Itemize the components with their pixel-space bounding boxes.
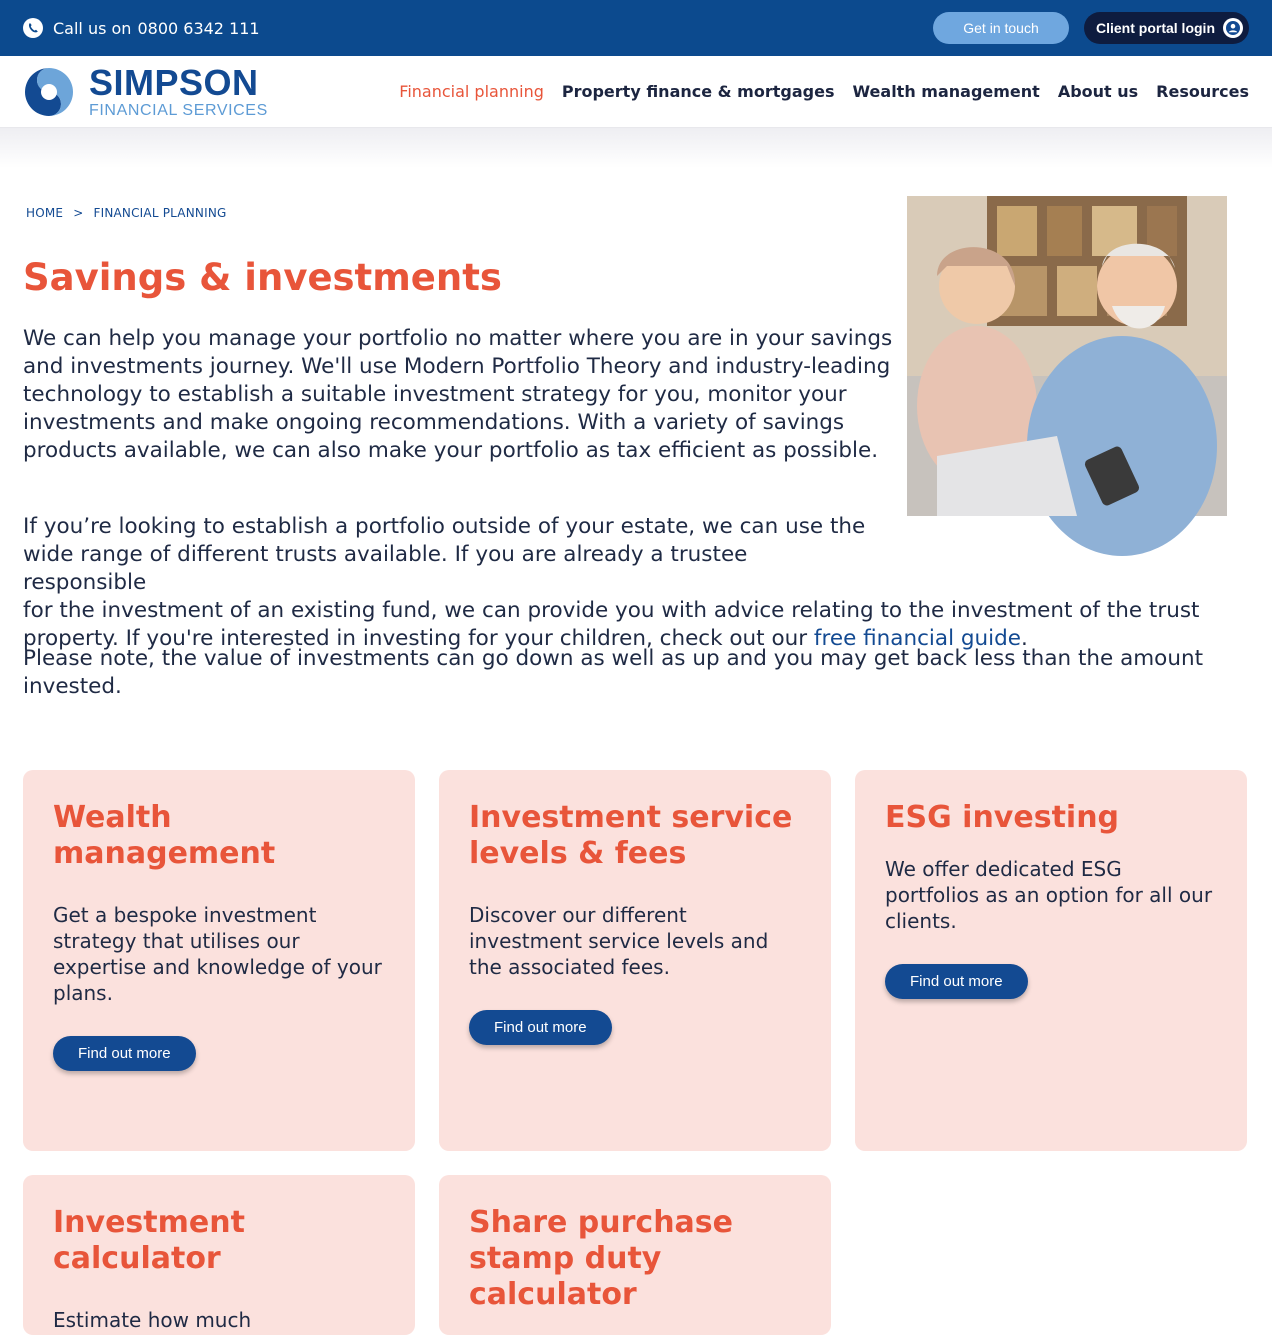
intro-paragraph-1: We can help you manage your portfolio no matter where you are in your savings and investments journey. We'll use Modern Portfolio Theory and industry-leading technology to establish a suitable investment strategy for you, monitor your investments and make ongoing recommendations. With a variety of savings products available, we can also make your portfolio as tax efficient as possible. xyxy=(23,326,893,463)
phone-number[interactable]: 0800 6342 111 xyxy=(137,18,260,38)
logo-main-text: SIMPSON xyxy=(89,61,259,103)
nav-wealth-management[interactable]: Wealth management xyxy=(852,82,1040,101)
card-investment-service-levels xyxy=(439,770,831,1151)
call-prefix: Call us on xyxy=(53,18,132,38)
phone-icon xyxy=(23,18,43,38)
call-us[interactable] xyxy=(23,18,260,38)
logo-sub-text: FINANCIAL SERVICES xyxy=(89,101,268,119)
logo-mark-icon xyxy=(23,66,75,118)
breadcrumb xyxy=(26,206,227,220)
card-description: Get a bespoke investment strategy that utilises our expertise and knowledge of your plans. xyxy=(53,903,382,1005)
card-stamp-duty-calculator xyxy=(439,1175,831,1335)
card-title: Share purchase stamp duty calculator xyxy=(469,1205,734,1312)
card-esg-investing xyxy=(855,770,1247,1151)
find-out-more-button[interactable]: Find out more xyxy=(885,964,1028,999)
client-portal-login-button[interactable] xyxy=(1084,12,1249,44)
nav-property-finance[interactable]: Property finance & mortgages xyxy=(561,82,835,101)
user-icon xyxy=(1223,18,1243,38)
card-title: Wealth management xyxy=(53,800,276,871)
intro-paragraph-2-rest: for the investment of an existing fund, we can provide you with advice relating to the investment of the trust property. If you're interested in investing for your children, check out our xyxy=(23,598,1200,651)
main-nav xyxy=(399,82,1249,101)
find-out-more-button[interactable]: Find out more xyxy=(469,1010,612,1045)
card-description: We offer dedicated ESG portfolios as an option for all our clients. xyxy=(885,857,1213,933)
header-shadow xyxy=(0,128,1272,168)
card-investment-calculator xyxy=(23,1175,415,1335)
page-title: Savings & investments xyxy=(23,256,502,299)
couple-photo xyxy=(907,196,1227,516)
get-in-touch-button[interactable]: Get in touch xyxy=(933,12,1069,44)
nav-resources[interactable]: Resources xyxy=(1156,82,1249,101)
logo[interactable] xyxy=(23,61,268,119)
intro-paragraph-3: Please note, the value of investments can go down as well as up and you may get back less than the amount invested. xyxy=(23,646,1204,699)
card-title: Investment service levels & fees xyxy=(469,800,793,871)
intro-paragraph-2-end: . xyxy=(1021,626,1028,651)
card-title: Investment calculator xyxy=(53,1205,245,1276)
intro-paragraph-2-start: If you’re looking to establish a portfolio outside of your estate, we can use the wide range of different trusts available. If you are already a trustee responsible xyxy=(23,514,866,595)
card-title: ESG investing xyxy=(885,800,1120,835)
breadcrumb-current[interactable]: FINANCIAL PLANNING xyxy=(93,206,227,220)
client-portal-label: Client portal login xyxy=(1096,20,1215,36)
card-description: Discover our different investment service levels and the associated fees. xyxy=(469,903,769,979)
nav-financial-planning[interactable]: Financial planning xyxy=(399,82,544,101)
card-description: Estimate how much xyxy=(53,1308,252,1332)
intro-paragraph-2 xyxy=(23,513,1203,653)
nav-about-us[interactable]: About us xyxy=(1057,82,1139,101)
find-out-more-button[interactable]: Find out more xyxy=(53,1036,196,1071)
free-financial-guide-link[interactable]: free financial guide xyxy=(813,626,1022,651)
site-header xyxy=(0,56,1272,128)
breadcrumb-home[interactable]: HOME xyxy=(26,206,64,220)
breadcrumb-separator: > xyxy=(73,206,84,220)
top-bar xyxy=(0,0,1272,56)
card-wealth-management xyxy=(23,770,415,1151)
